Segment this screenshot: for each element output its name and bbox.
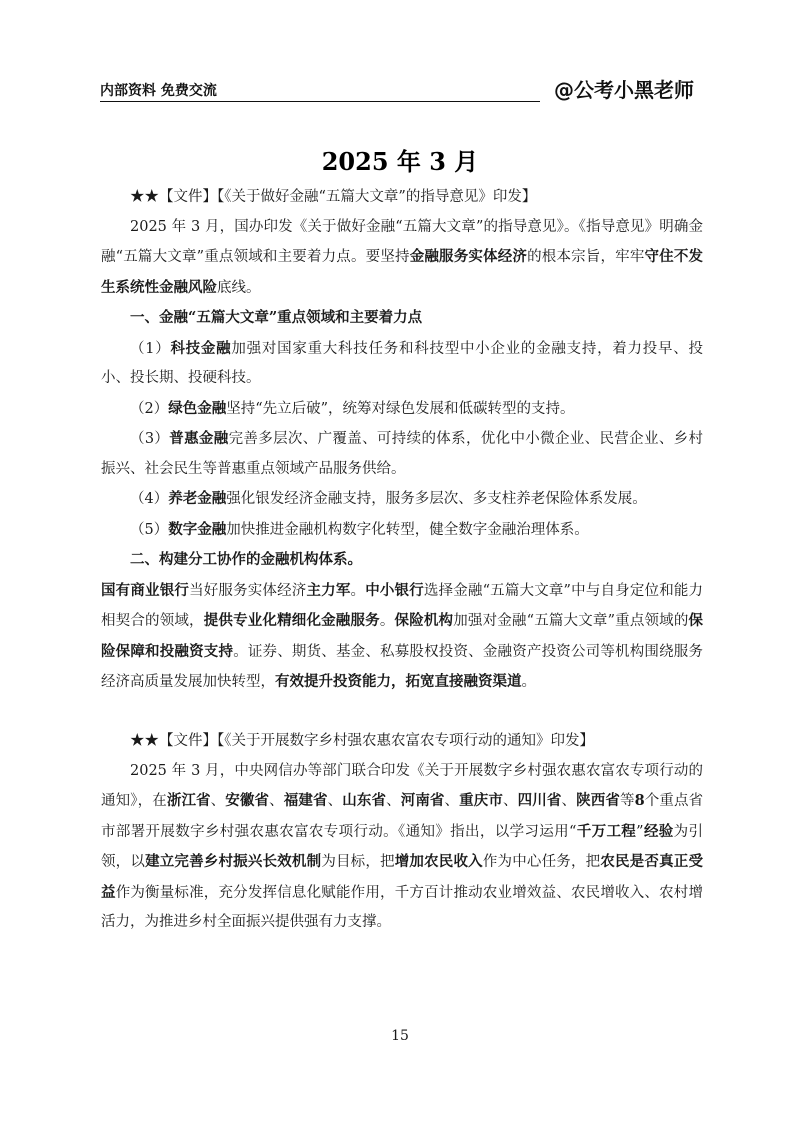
section1-heading: ★★【文件】【《关于做好金融“五篇大文章”的指导意见》印发】 — [130, 189, 537, 205]
section1-subheading1: 一、金融“五篇大文章”重点领域和主要着力点 — [130, 309, 423, 326]
header-left-text: 内部资料 免费交流 — [100, 83, 217, 99]
page-number: 15 — [391, 1028, 409, 1044]
section1-paragraph2: 国有商业银行当好服务实体经济主力军。中小银行选择金融“五篇大文章”中与自身定位和能力相契合的领域，提供专业化精细化金融服务。保险机构加强对金融“五篇大文章”重点领域的保险保障和投融资支持。证券、期货、基金、私募股权投资、金融资产投资公司等机构围绕服务经济高质量发展加快转型，有效提升投资能力，拓宽直接融资渠道。 — [101, 581, 704, 690]
document-body — [101, 183, 703, 938]
list-item: （1）科技金融加强对国家重大科技任务和科技型中小企业的金融支持，着力投早、投小、投长期、投硬科技。 — [101, 339, 703, 386]
list-item: （4）养老金融强化银发经济金融支持，服务多层次、多支柱养老保险体系发展。 — [130, 490, 647, 507]
list-item: （2）绿色金融坚持“先立后破”，统筹对绿色发展和低碳转型的支持。 — [130, 399, 575, 417]
section1-subheading2: 二、构建分工协作的金融机构体系。 — [130, 551, 362, 568]
list-item: （3）普惠金融完善多层次、广覆盖、可持续的体系，优化中小微企业、民营企业、乡村振兴、社会民生等普惠重点领域产品服务供给。 — [101, 430, 703, 477]
list-item: （5）数字金融加快推进金融机构数字化转型，健全数字金融治理体系。 — [130, 520, 589, 538]
header-rule — [100, 101, 540, 102]
page-title: 2025 年 3 月 — [321, 147, 479, 176]
section-spacer — [101, 698, 703, 728]
section2-heading: ★★【文件】【《关于开展数字乡村强农惠农富农专项行动的通知》印发】 — [130, 733, 594, 749]
section2-paragraph1: 2025 年 3 月，中央网信办等部门联合印发《关于开展数字乡村强农惠农富农专项行动的通知》，在浙江省、安徽省、福建省、山东省、河南省、重庆市、四川省、陕西省等8个重点省市部署开展数字乡村强农惠农富农专项行动。《通知》指出，以学习运用“千万工程”经验为引领，以建立完善乡村振兴长效机制为目标，把增加农民收入作为中心任务，把农民是否真正受益作为衡量标准，充分发挥信息化赋能作用，千方百计推动农业增效益、农民增收入、农村增活力，为推进乡村全面振兴提供强有力支撑。 — [101, 762, 704, 930]
header-right-text: @公考小黑老师 — [554, 78, 694, 102]
section1-paragraph1: 2025 年 3 月，国办印发《关于做好金融“五篇大文章”的指导意见》。《指导意见》明确金融“五篇大文章”重点领域和主要着力点。要坚持金融服务实体经济的根本宗旨，牢牢守住不发生系统性金融风险底线。 — [101, 218, 704, 296]
page-header — [100, 70, 700, 110]
